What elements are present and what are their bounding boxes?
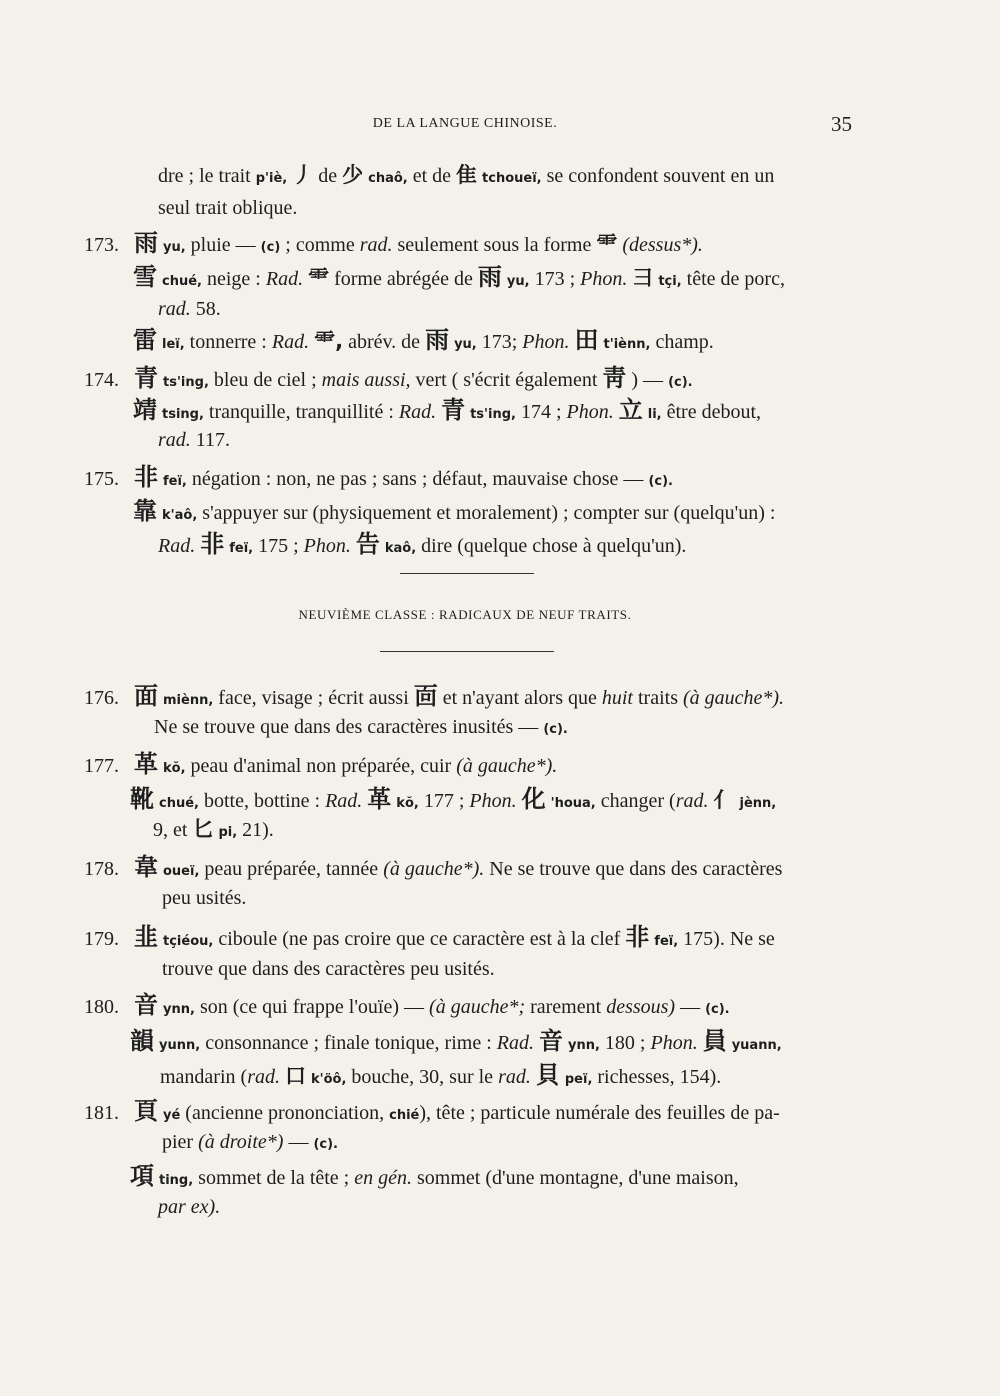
- entry-180: 180. 音 ynn, son (ce qui frappe l'ouïe) — (à gauche*; rarement dessous) — (c).: [84, 991, 730, 1019]
- subentry-175-lean: 靠 k'aô, s'appuyer sur (physiquement et moralement) ; compter sur (quelqu'un) :: [133, 497, 776, 525]
- subentry-174-tranquil: 靖 tsing, tranquille, tranquillité : Rad. 青 ts'ing, 174 ; Phon. 立 li, être debout,: [133, 396, 762, 424]
- page-header: [0, 112, 1000, 140]
- text-line: 9, et 匕 pi, 21).: [153, 817, 274, 841]
- entry-number: 174.: [84, 369, 119, 391]
- text-line: peu usités.: [162, 887, 247, 909]
- entry-number: 181.: [84, 1102, 119, 1124]
- entry-175: 175. 非 feï, négation : non, ne pas ; sans ; défaut, mauvaise chose — (c).: [84, 463, 673, 491]
- entry-178: 178. 韋 oueï, peau préparée, tannée (à gauche*). Ne se trouve que dans des caractères: [84, 853, 783, 881]
- text-line: Rad. 非 feï, 175 ; Phon. 告 kaô, dire (quelque chose à quelqu'un).: [158, 530, 687, 558]
- subentry-177-boot: 靴 chué, botte, bottine : Rad. 革 kŏ, 177 ; Phon. 化 'houa, changer (rad. 亻 jènn,: [130, 785, 777, 813]
- text-line: pier (à droite*) — (c).: [162, 1131, 338, 1153]
- entry-number: 178.: [84, 858, 119, 880]
- text-line: par ex).: [158, 1196, 221, 1218]
- subentry-173-snow: 雪 chué, neige : Rad. ⻗ forme abrégée de 雨 yu, 173 ; Phon. 彐 tçi, tête de porc,: [133, 263, 785, 291]
- entry-number: 179.: [84, 928, 119, 950]
- section-divider: [380, 651, 554, 652]
- entry-number: 180.: [84, 996, 119, 1018]
- entry-173: 173. 雨 yu, pluie — (c) ; comme rad. seulement sous la forme ⻗ (dessus*).: [84, 229, 703, 257]
- text-line: rad. 117.: [158, 429, 231, 451]
- text-line: rad. 58.: [158, 298, 221, 320]
- text-line: Ne se trouve que dans des caractères inusités — (c).: [154, 716, 568, 738]
- subentry-180-rhyme: 韻 yunn, consonnance ; finale tonique, rime : Rad. 音 ynn, 180 ; Phon. 員 yuann,: [130, 1027, 782, 1055]
- subentry-173-thunder: 雷 leï, tonnerre : Rad. ⻗, abrév. de 雨 yu, 173; Phon. 田 t'iènn, champ.: [133, 326, 714, 354]
- entry-number: 173.: [84, 234, 119, 256]
- section-title: NEUVIÈME CLASSE : RADICAUX DE NEUF TRAITS.: [298, 607, 632, 622]
- entry-179: 179. 韭 tçiéou, ciboule (ne pas croire que ce caractère est à la clef 非 feï, 175). Ne se: [84, 923, 775, 951]
- section-divider: [400, 573, 534, 574]
- text-line: seul trait oblique.: [158, 197, 298, 219]
- running-title: DE LA LANGUE CHINOISE.: [372, 116, 558, 131]
- entry-177: 177. 革 kŏ, peau d'animal non préparée, cuir (à gauche*).: [84, 750, 558, 778]
- subentry-181-summit: 項 ting, sommet de la tête ; en gén. sommet (d'une montagne, d'une maison,: [130, 1162, 739, 1190]
- text-line: trouve que dans des caractères peu usités.: [162, 958, 495, 980]
- entry-number: 175.: [84, 468, 119, 490]
- entry-181: 181. 頁 yé (ancienne prononciation, chié), tête ; particule numérale des feuilles de pa-: [84, 1097, 780, 1125]
- page-number: 35: [831, 112, 852, 136]
- entry-number: 177.: [84, 755, 119, 777]
- entry-174: 174. 青 ts'ing, bleu de ciel ; mais aussi, vert ( s'écrit également 靑 ) — (c).: [84, 364, 693, 392]
- text-line: dre ; le trait p'iè, 丿 de 少 chaô, et de 隹 tchoueï, se confondent souvent en un: [158, 163, 775, 187]
- text-line: mandarin (rad. 口 k'öô, bouche, 30, sur le rad. 貝 peï, richesses, 154).: [160, 1061, 722, 1089]
- entry-number: 176.: [84, 687, 119, 709]
- entry-176: 176. 面 miènn, face, visage ; écrit aussi 靣 et n'ayant alors que huit traits (à gauche*).: [84, 682, 785, 710]
